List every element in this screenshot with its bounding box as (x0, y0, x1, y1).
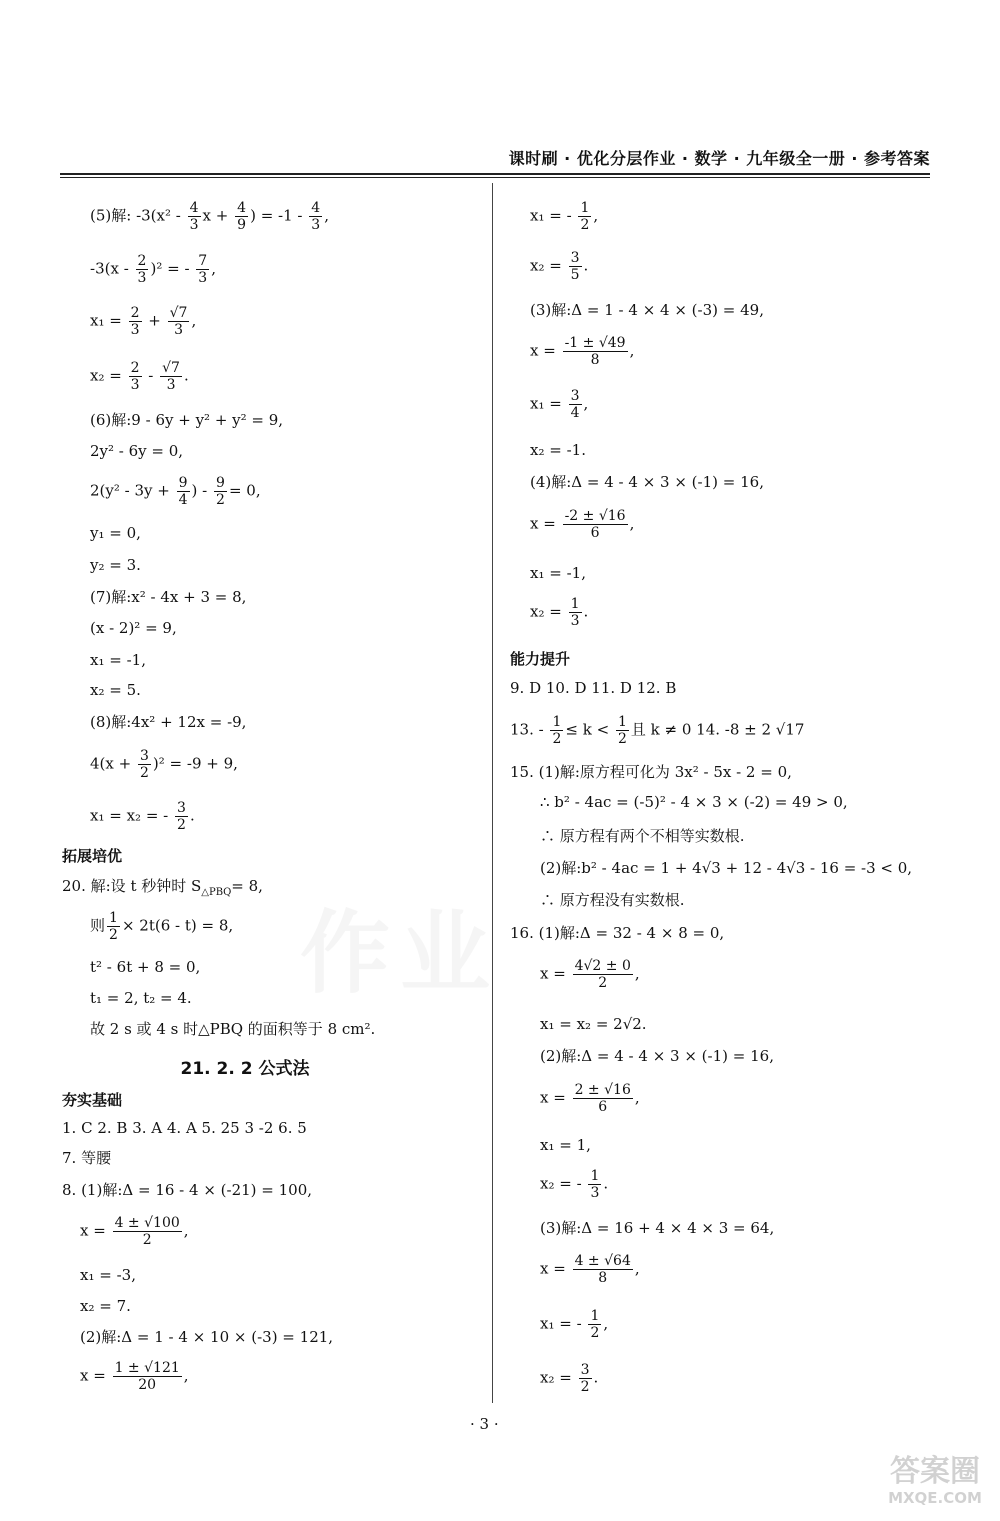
solution-line: 16. (1)解:Δ = 32 - 4 × 8 = 0, (510, 924, 725, 942)
solution-line: x₁ = $\frac{3}{4}$ , (530, 388, 589, 421)
fraction: $\frac{4}{3}$ (189, 200, 199, 233)
answer-line: 9. D 10. D 11. D 12. B (510, 679, 677, 697)
solution-line: (x - 2)² = 9, (90, 619, 177, 637)
solution-line: (8)解:4x² + 12x = -9, (90, 713, 247, 731)
solution-line: 4(x + $\frac{3}{2}$ )² = -9 + 9, (90, 748, 238, 781)
answer-line: 13. - $\frac{1}{2}$ ≤ k < $\frac{1}{2}$ 且 k ≠ 0 14. -8 ± 2 √17 (510, 714, 805, 747)
section-heading-basics: 夯实基础 (62, 1091, 123, 1109)
header-rule (60, 173, 930, 175)
solution-line: 8. (1)解:Δ = 16 - 4 × (-21) = 100, (62, 1181, 313, 1199)
solution-line: x = $\frac{4√2 \pm 0}{2}$ , (540, 958, 640, 991)
solution-line: ∴ 原方程没有实数根. (540, 891, 685, 909)
solution-line: t₁ = 2, t₂ = 4. (90, 989, 192, 1007)
solution-line: x₂ = -1. (530, 441, 586, 459)
solution-line: t² - 6t + 8 = 0, (90, 958, 201, 976)
solution-line: 故 2 s 或 4 s 时△PBQ 的面积等于 8 cm². (90, 1020, 376, 1038)
solution-line: (2)解:Δ = 1 - 4 × 10 × (-3) = 121, (80, 1328, 334, 1346)
solution-line: (2)解:Δ = 4 - 4 × 3 × (-1) = 16, (540, 1047, 774, 1065)
solution-line: -3(x - $\frac{2}{3}$ )² = - $\frac{7}{3}$ , (90, 253, 216, 286)
section-heading-expand: 拓展培优 (62, 847, 123, 865)
page-header: 课时刷 · 优化分层作业 · 数学 · 九年级全一册 · 参考答案 (508, 149, 930, 168)
fraction: $\frac{4}{9}$ (237, 200, 247, 233)
solution-line: y₂ = 3. (90, 556, 141, 574)
section-title: 21. 2. 2 公式法 (180, 1059, 310, 1079)
header-rule-thin (60, 177, 930, 178)
solution-line: x = $\frac{4 \pm √100}{2}$ , (80, 1215, 189, 1248)
solution-line: 15. (1)解:原方程可化为 3x² - 5x - 2 = 0, (510, 763, 792, 781)
solution-line: (5)解: -3(x² - $\frac{4}{3}$ x + $\frac{4}{9}$ ) = -1 - $\frac{4}{3}$ , (90, 200, 329, 233)
solution-line: x = $\frac{-1 \pm √49}{8}$ , (530, 335, 635, 368)
solution-line: x₂ = $\frac{3}{5}$ . (530, 250, 589, 283)
solution-line: (4)解:Δ = 4 - 4 × 3 × (-1) = 16, (530, 473, 764, 491)
solution-line: x₁ = -1, (90, 651, 146, 669)
solution-line: x₂ = $\frac{2}{3}$ - $\frac{√7}{3}$ . (90, 360, 189, 393)
solution-line: (3)解:Δ = 1 - 4 × 4 × (-3) = 49, (530, 301, 764, 319)
column-divider (492, 183, 493, 1403)
solution-line: y₁ = 0, (90, 524, 141, 542)
solution-line: (6)解:9 - 6y + y² + y² = 9, (90, 411, 284, 429)
solution-line: (2)解:b² - 4ac = 1 + 4√3 + 12 - 4√3 - 16 = -3 < 0, (540, 859, 913, 877)
solution-line: x₁ = - $\frac{1}{2}$ , (530, 200, 599, 233)
solution-line: x₁ = - $\frac{1}{2}$ , (540, 1308, 609, 1341)
solution-line: 2y² - 6y = 0, (90, 442, 184, 460)
solution-line: x = $\frac{-2 \pm √16}{6}$ , (530, 508, 635, 541)
solution-line: (3)解:Δ = 16 + 4 × 4 × 3 = 64, (540, 1219, 775, 1237)
solution-line: x = $\frac{4 \pm √64}{8}$ , (540, 1253, 640, 1286)
answer-line: 1. C 2. B 3. A 4. A 5. 25 3 -2 6. 5 (62, 1119, 307, 1137)
solution-line: x₁ = $\frac{2}{3}$ + $\frac{√7}{3}$ , (90, 305, 197, 338)
solution-line: x₁ = 1, (540, 1136, 591, 1154)
answer-line: 7. 等腰 (62, 1149, 112, 1167)
solution-line: ∴ 原方程有两个不相等实数根. (540, 827, 745, 845)
solution-line: x₂ = $\frac{3}{2}$ . (540, 1362, 599, 1395)
solution-line: x₁ = x₂ = 2√2. (540, 1015, 647, 1033)
site-watermark: 答案圈 MXQE.COM (888, 1454, 982, 1507)
solution-line: x₁ = -1, (530, 564, 586, 582)
page-number: · 3 · (470, 1415, 499, 1433)
section-heading-ability: 能力提升 (510, 650, 571, 668)
solution-line: 20. 解:设 t 秒钟时 $S_{\triangle PBQ}= 8$, (62, 877, 263, 898)
solution-line: 则 $\frac{1}{2}$ × 2t(6 - t) = 8, (90, 910, 234, 943)
solution-line: (7)解:x² - 4x + 3 = 8, (90, 588, 247, 606)
solution-line: 2(y² - 3y + $\frac{9}{4}$ ) - $\frac{9}{2}$ = 0, (90, 475, 261, 508)
fraction: $\frac{4}{3}$ (311, 200, 321, 233)
solution-line: x₁ = x₂ = - $\frac{3}{2}$ . (90, 800, 195, 833)
solution-line: x₂ = - $\frac{1}{3}$ . (540, 1168, 609, 1201)
solution-line: x₂ = $\frac{1}{3}$ . (530, 596, 589, 629)
solution-line: x = $\frac{2 \pm √16}{6}$ , (540, 1082, 640, 1115)
solution-line: x₂ = 7. (80, 1297, 131, 1315)
background-watermark (300, 880, 500, 1010)
solution-line: ∴ b² - 4ac = (-5)² - 4 × 3 × (-2) = 49 > 0, (540, 793, 848, 811)
solution-line: x = $\frac{1 \pm √121}{20}$ , (80, 1360, 189, 1393)
solution-line: x₁ = -3, (80, 1266, 136, 1284)
solution-line: x₂ = 5. (90, 681, 141, 699)
